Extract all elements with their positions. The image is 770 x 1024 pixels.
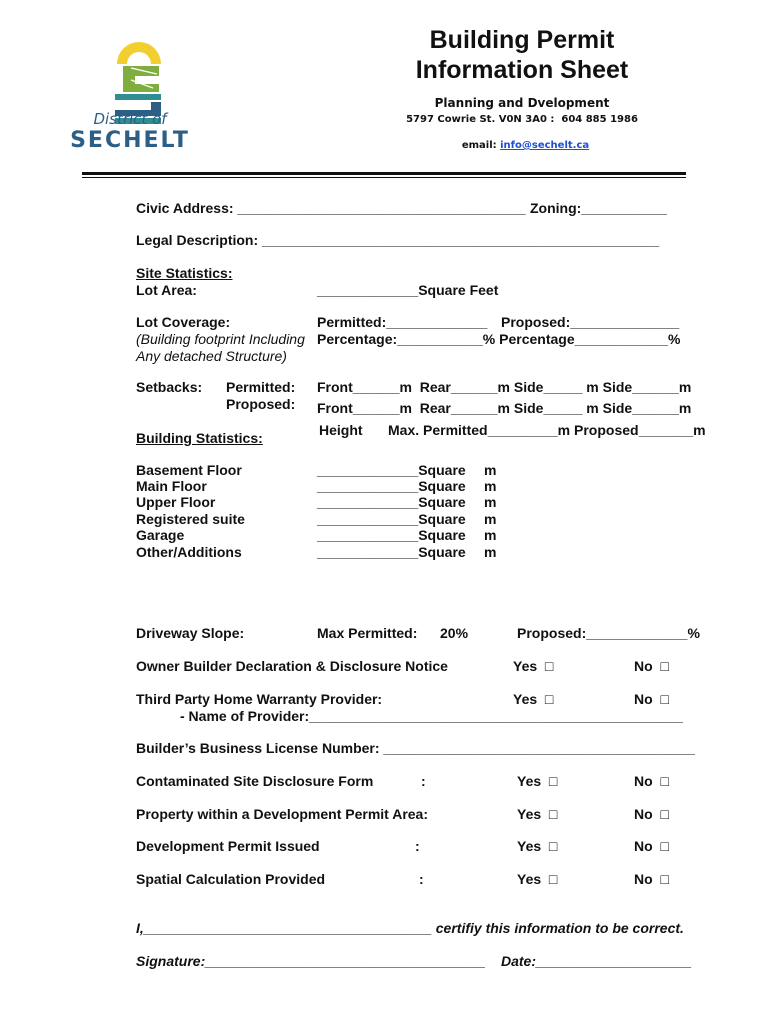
floor-row-unit: m bbox=[484, 494, 497, 510]
spatial-calc-no[interactable] bbox=[634, 871, 669, 887]
floor-row-label: Main Floor bbox=[136, 478, 207, 494]
certify-line[interactable] bbox=[136, 920, 684, 936]
height-label: Height bbox=[319, 422, 363, 438]
signature-field[interactable]: Signature:____________________________________ bbox=[136, 953, 486, 969]
colon-separator: : bbox=[421, 773, 426, 789]
third-party-no[interactable] bbox=[634, 691, 669, 707]
yes-label: Yes bbox=[517, 773, 542, 789]
checkbox-icon[interactable]: □ bbox=[660, 773, 669, 789]
header-rule-thick bbox=[82, 172, 686, 175]
dev-permit-area-label: Property within a Development Permit Area: bbox=[136, 806, 428, 822]
checkbox-icon[interactable]: □ bbox=[548, 838, 558, 854]
checkbox-icon[interactable]: □ bbox=[660, 806, 669, 822]
floor-row-field[interactable]: _____________Square bbox=[317, 494, 466, 510]
business-license-field[interactable]: Builder’s Business License Number: ________________________________________ bbox=[136, 740, 695, 756]
no-label: No bbox=[634, 871, 653, 887]
checkbox-icon[interactable]: □ bbox=[660, 691, 669, 707]
coverage-percentage-fields[interactable]: Percentage:___________% Percentage____________% bbox=[317, 331, 681, 347]
owner-builder-yes[interactable] bbox=[513, 658, 553, 674]
no-label: No bbox=[634, 806, 653, 822]
floor-row-field[interactable]: _____________Square bbox=[317, 478, 466, 494]
checkbox-icon[interactable]: □ bbox=[548, 871, 558, 887]
floor-row-label: Registered suite bbox=[136, 511, 245, 527]
zoning-field[interactable]: Zoning:___________ bbox=[530, 200, 667, 216]
lot-coverage-note-1: (Building footprint Including bbox=[136, 331, 305, 347]
certify-statement: certifiy this information to be correct. bbox=[435, 920, 684, 936]
contaminated-yes[interactable] bbox=[517, 773, 557, 789]
floor-row-label: Basement Floor bbox=[136, 462, 242, 478]
lot-area-label: Lot Area: bbox=[136, 282, 197, 298]
colon-separator: : bbox=[415, 838, 420, 854]
setbacks-proposed-fields[interactable]: Front______m Rear______m Side_____ m Side______m bbox=[317, 400, 692, 416]
driveway-proposed-field[interactable]: Proposed:_____________% bbox=[517, 625, 700, 641]
no-label: No bbox=[634, 658, 653, 674]
coverage-permitted-field[interactable]: Permitted:_____________ bbox=[317, 314, 488, 330]
checkbox-icon[interactable]: □ bbox=[548, 806, 558, 822]
yes-label: Yes bbox=[513, 658, 538, 674]
floor-row-unit: m bbox=[484, 478, 497, 494]
third-party-yes[interactable] bbox=[513, 691, 553, 707]
dev-permit-area-yes[interactable] bbox=[517, 806, 557, 822]
floor-row-label: Other/Additions bbox=[136, 544, 242, 560]
contaminated-no[interactable] bbox=[634, 773, 669, 789]
setbacks-permitted-label: Permitted: bbox=[226, 379, 296, 395]
coverage-proposed-field[interactable]: Proposed:______________ bbox=[501, 314, 680, 330]
no-label: No bbox=[634, 838, 653, 854]
dev-permit-issued-no[interactable] bbox=[634, 838, 669, 854]
district-logo bbox=[70, 6, 190, 156]
spatial-calc-yes[interactable] bbox=[517, 871, 557, 887]
civic-address-field[interactable]: Civic Address: _____________________________________ bbox=[136, 200, 526, 216]
floor-row-unit: m bbox=[484, 511, 497, 527]
checkbox-icon[interactable]: □ bbox=[544, 691, 554, 707]
no-label: No bbox=[634, 691, 653, 707]
checkbox-icon[interactable]: □ bbox=[660, 871, 669, 887]
department-name: Planning and Dvelopment bbox=[434, 96, 610, 110]
floor-row-field[interactable]: _____________Square bbox=[317, 527, 466, 543]
setbacks-label: Setbacks: bbox=[136, 379, 203, 395]
third-party-label: Third Party Home Warranty Provider: bbox=[136, 691, 383, 707]
checkbox-icon[interactable]: □ bbox=[548, 773, 558, 789]
owner-builder-no[interactable] bbox=[634, 658, 669, 674]
office-address: 5797 Cowrie St. V0N 3A0 : 604 885 1986 bbox=[406, 114, 638, 125]
floor-row-unit: m bbox=[484, 527, 497, 543]
floor-row-field[interactable]: _____________Square bbox=[317, 544, 466, 560]
owner-builder-label: Owner Builder Declaration & Disclosure Notice bbox=[136, 658, 448, 674]
site-statistics-heading: Site Statistics: bbox=[136, 265, 233, 281]
date-field[interactable]: Date:____________________ bbox=[501, 953, 692, 969]
floor-row-unit: m bbox=[484, 462, 497, 478]
legal-description-field[interactable]: Legal Description: ___________________________________________________ bbox=[136, 232, 660, 248]
dev-permit-issued-yes[interactable] bbox=[517, 838, 557, 854]
colon-separator: : bbox=[419, 871, 424, 887]
height-fields[interactable]: Max. Permitted_________m Proposed_______m bbox=[388, 422, 706, 438]
lot-coverage-note-2: Any detached Structure) bbox=[136, 348, 287, 364]
no-label: No bbox=[634, 773, 653, 789]
dev-permit-area-no[interactable] bbox=[634, 806, 669, 822]
driveway-max-value: 20% bbox=[440, 625, 469, 641]
yes-label: Yes bbox=[517, 806, 542, 822]
provider-name-field[interactable]: - Name of Provider:________________________________________________ bbox=[180, 708, 683, 724]
logo-line2: SECHELT bbox=[70, 128, 190, 153]
email-link[interactable]: info@sechelt.ca bbox=[500, 140, 590, 151]
dev-permit-issued-label: Development Permit Issued bbox=[136, 838, 320, 854]
floor-row-field[interactable]: _____________Square bbox=[317, 462, 466, 478]
header-rule-thin bbox=[82, 177, 686, 178]
yes-label: Yes bbox=[517, 871, 542, 887]
driveway-slope-label: Driveway Slope: bbox=[136, 625, 245, 641]
checkbox-icon[interactable]: □ bbox=[660, 838, 669, 854]
setbacks-proposed-label: Proposed: bbox=[226, 396, 296, 412]
certify-name-field[interactable]: I,_____________________________________ bbox=[136, 920, 436, 936]
setbacks-permitted-fields[interactable]: Front______m Rear______m Side_____ m Side______m bbox=[317, 379, 692, 395]
checkbox-icon[interactable]: □ bbox=[660, 658, 669, 674]
driveway-max-label: Max Permitted: bbox=[317, 625, 418, 641]
page-title: Building Permit Information Sheet bbox=[415, 26, 629, 84]
lot-area-field[interactable]: _____________Square Feet bbox=[317, 282, 499, 298]
contaminated-label: Contaminated Site Disclosure Form bbox=[136, 773, 374, 789]
lot-coverage-label: Lot Coverage: bbox=[136, 314, 231, 330]
floor-row-field[interactable]: _____________Square bbox=[317, 511, 466, 527]
building-statistics-heading: Building Statistics: bbox=[136, 430, 263, 446]
yes-label: Yes bbox=[517, 838, 542, 854]
floor-row-label: Upper Floor bbox=[136, 494, 216, 510]
yes-label: Yes bbox=[513, 691, 538, 707]
checkbox-icon[interactable]: □ bbox=[544, 658, 554, 674]
floor-row-unit: m bbox=[484, 544, 497, 560]
floor-row-label: Garage bbox=[136, 527, 185, 543]
email-label: email: bbox=[461, 140, 497, 151]
spatial-calc-label: Spatial Calculation Provided bbox=[136, 871, 326, 887]
logo-line1: District of bbox=[93, 110, 167, 128]
email-line bbox=[372, 129, 672, 151]
